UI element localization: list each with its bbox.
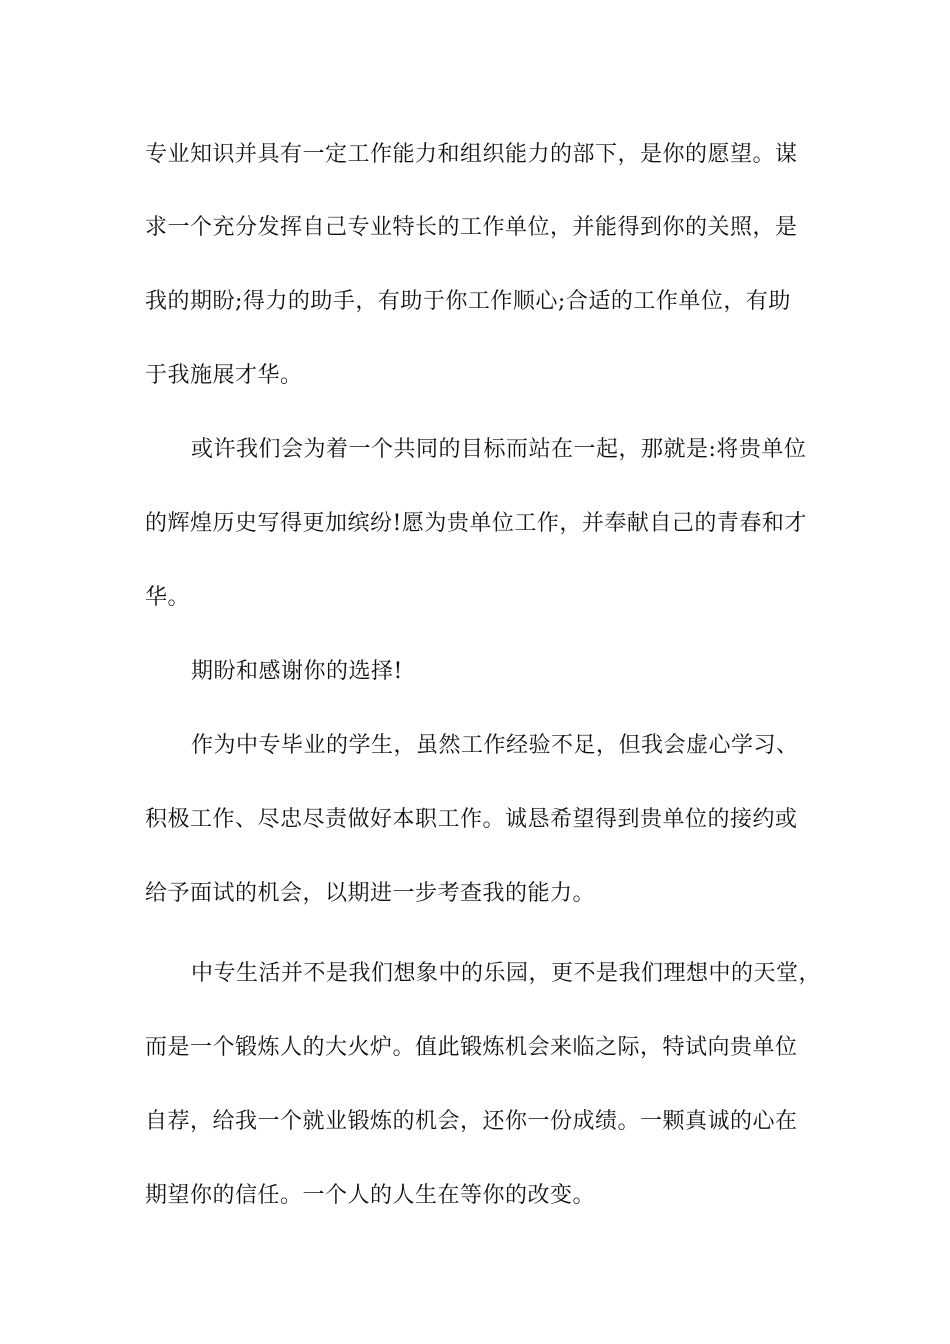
text-line: 求一个充分发挥自己专业特长的工作单位，并能得到你的关照，是 xyxy=(145,215,798,240)
paragraph-start-line: 期盼和感谢你的选择! xyxy=(191,659,403,684)
paragraph-start-line: 中专生活并不是我们想象中的乐园，更不是我们理想中的天堂， xyxy=(191,961,822,986)
text-line: 自荐，给我一个就业锻炼的机会，还你一份成绩。一颗真诚的心在 xyxy=(145,1109,798,1134)
text-line: 的辉煌历史写得更加缤纷!愿为贵单位工作，并奉献自己的青春和才 xyxy=(145,511,807,536)
text-line: 专业知识并具有一定工作能力和组织能力的部下，是你的愿望。谋 xyxy=(145,142,798,167)
text-line: 华。 xyxy=(145,585,191,610)
text-line: 而是一个锻炼人的大火炉。值此锻炼机会来临之际，特试向贵单位 xyxy=(145,1035,798,1060)
text-line: 我的期盼;得力的助手，有助于你工作顺心;合适的工作单位，有助 xyxy=(145,289,791,314)
paragraph-start-line: 或许我们会为着一个共同的目标而站在一起，那就是:将贵单位 xyxy=(191,437,807,462)
text-line: 给予面试的机会，以期进一步考查我的能力。 xyxy=(145,881,596,906)
text-line: 期望你的信任。一个人的人生在等你的改变。 xyxy=(145,1183,596,1208)
text-line: 积极工作、尽忠尽责做好本职工作。诚恳希望得到贵单位的接约或 xyxy=(145,807,798,832)
text-line: 于我施展才华。 xyxy=(145,363,303,388)
paragraph-start-line: 作为中专毕业的学生，虽然工作经验不足，但我会虚心学习、 xyxy=(191,733,799,758)
